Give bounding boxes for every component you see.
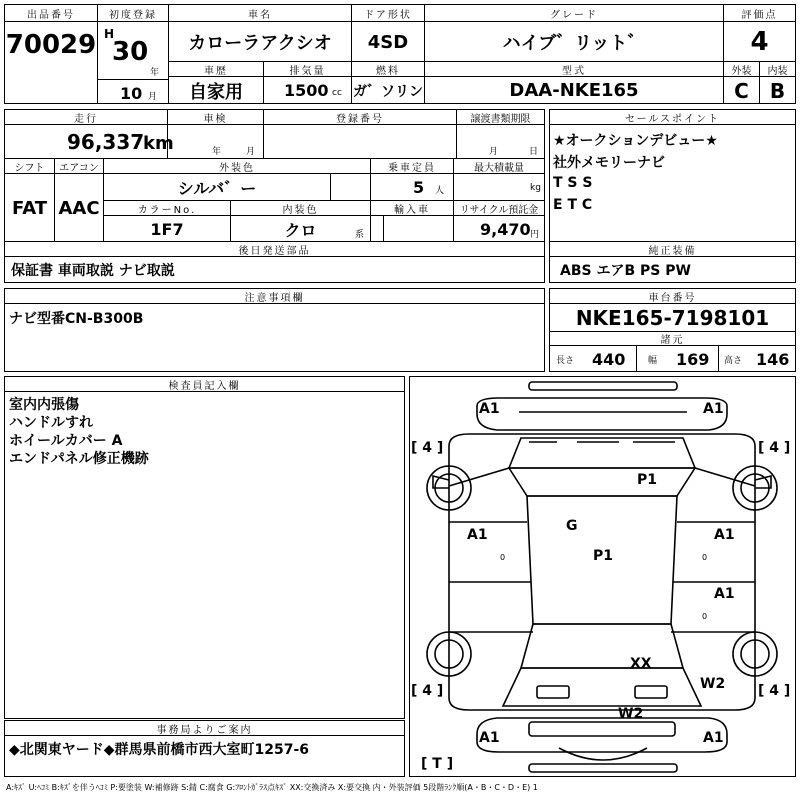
max-load-unit: kg [530,183,541,193]
capacity-unit: 人 [435,186,445,196]
int-color-unit: 系 [355,230,365,240]
notes-label: 注意事項欄 [5,289,544,304]
sales-item-3: T S S [553,175,593,191]
interior-grade: B [769,78,786,103]
car-name-label: 車名 [169,5,351,22]
aircon: AAC [58,197,100,219]
sales-item-4: E T C [553,197,593,213]
int-color: クロ [284,220,317,240]
width-label: 幅 [648,356,658,366]
diag-tire-rr: [ 4 ] [758,683,791,699]
shift: FAT [11,197,48,219]
inspection-cell [167,109,264,159]
inspector-line-3: ホイールカバー A [9,433,123,449]
grade: ハイブ゛リット゛ [502,33,646,54]
sales-item-1: ★オークションデビュー★ [553,133,718,149]
transfer-day-unit: 日 [529,147,539,157]
import-cell [370,200,454,242]
inspection-month-unit: 月 [246,147,256,157]
inspection-year-unit: 年 [212,147,222,157]
office: ◆北関東ヤード◆群馬県前橋市西大室町1257-6 [9,742,310,758]
color-no-cell [103,200,231,242]
reg-year-unit: 年 [150,68,160,78]
lot-number-label: 出品番号 [5,5,97,22]
recycle: 9,470 [480,219,531,239]
exterior-label: 外装 [724,62,759,77]
diag-tick-rr: 0 [702,612,708,621]
import-label: 輸入車 [371,201,453,216]
first-registration-cell [97,4,169,104]
shift-label: シフト [5,159,54,174]
height: 146 [756,349,790,369]
max-load-label: 最大積載量 [454,159,544,174]
diag-front-right: A1 [703,401,724,417]
interior-label: 内装 [760,62,795,77]
diag-hood: P1 [637,472,658,488]
capacity-label: 乗車定員 [371,159,453,174]
exterior-cell [723,61,760,104]
aircon-label: エアコン [55,159,103,174]
history-label: 車歴 [169,62,263,77]
office-label: 事務局よりご案内 [5,721,404,736]
reg-year: 30 [112,37,149,67]
recycle-label: リサイクル預託金 [454,201,544,216]
history: 自家用 [189,81,243,103]
fuel: ガ゛ソリン [353,83,423,100]
car-name: カローラアクシオ [188,33,332,54]
reg-number-cell [263,109,457,159]
mileage-cell [4,109,174,159]
displacement-cell [263,61,352,104]
reg-month: 10 [120,83,143,103]
lot-number: 70029 [5,30,97,60]
length: 440 [592,349,626,369]
inspection-label: 車検 [168,110,263,125]
model-label: 型式 [425,62,723,77]
diag-rear-left: A1 [479,730,500,746]
notes: ナビ型番CN-B300B [9,311,144,327]
reg-number-label: 登録番号 [264,110,456,125]
color-no: 1F7 [150,219,184,239]
equipment: ABS エアB PS PW [560,263,691,279]
score-cell [723,4,796,62]
inspector-line-2: ハンドルすれ [9,415,93,431]
diag-tire-fr: [ 4 ] [758,440,791,456]
recycle-unit: 円 [530,230,540,240]
diag-tire-rl: [ 4 ] [411,683,444,699]
diag-right-door: A1 [714,527,735,543]
mileage: 96,337 [67,130,145,154]
fuel-cell [351,61,425,104]
ext-color-cell [103,158,371,201]
sales-point-label: セールスポイント [550,110,795,125]
door-type: 4SD [367,31,409,53]
lot-number-cell [4,4,98,104]
color-no-label: カラーNo. [104,201,230,216]
door-cell [351,4,425,62]
length-label: 長さ [556,356,575,366]
equipment-label: 純正装備 [550,242,795,257]
score: 4 [750,27,769,57]
car-diagram [409,376,796,777]
model-cell [424,61,724,104]
diag-trunk: XX [630,656,652,672]
displacement-label: 排気量 [264,62,351,77]
height-label: 高さ [724,356,743,366]
width: 169 [676,349,710,369]
displacement-unit: cc [332,88,342,98]
max-load-cell [453,158,545,201]
displacement: 1500 [284,81,329,100]
sales-item-2: 社外メモリーナビ [553,155,665,171]
later-parts-cell [4,241,545,283]
diag-roof: P1 [593,548,614,564]
diag-tick-left: 0 [500,553,506,562]
diag-right-rear: A1 [714,586,735,602]
transfer-label: 譲渡書類期限 [457,110,544,125]
diag-spare: [ T ] [421,756,454,772]
exterior-grade: C [734,78,749,103]
diag-left-door: A1 [467,527,488,543]
dims-label: 諸元 [550,332,795,346]
grade-cell [424,4,724,62]
mileage-unit: km [143,132,174,154]
diag-w2-right: W2 [700,676,726,692]
diag-front-left: A1 [479,401,500,417]
later-parts: 保証書 車両取説 ナビ取説 [11,263,175,279]
interior-cell [759,61,796,104]
ext-color-label: 外装色 [104,159,370,174]
grade-label: グレード [425,5,723,22]
later-parts-label: 後日発送部品 [5,242,544,257]
transfer-cell [456,109,545,159]
diag-glass: G [566,518,578,534]
reg-month-unit: 月 [148,92,158,102]
int-color-label: 内装色 [231,201,370,216]
inspector-label: 検査員記入欄 [5,377,404,392]
fuel-label: 燃料 [352,62,424,77]
diag-tire-fl: [ 4 ] [411,440,444,456]
mileage-label: 走行 [5,110,167,125]
transfer-month-unit: 月 [489,147,499,157]
capacity-cell [370,158,454,201]
chassis-label: 車台番号 [550,289,795,304]
shift-cell [4,158,55,242]
door-label: ドア形状 [352,5,424,22]
int-color-cell [230,200,371,242]
diag-tick-right: 0 [702,553,708,562]
score-label: 評価点 [724,5,795,22]
capacity: 5 [413,178,425,197]
car-name-cell [168,4,352,62]
inspector-line-1: 室内内張傷 [9,397,79,413]
diag-rear-right: A1 [703,730,724,746]
model: DAA-NKE165 [509,80,639,101]
chassis-number: NKE165-7198101 [575,306,770,330]
era: H [104,27,115,41]
inspector-line-4: エンドパネル修正機跡 [9,451,149,467]
ext-color: シルバ゛ー [177,179,257,198]
history-cell [168,61,264,104]
diag-w2-bottom: W2 [618,706,644,722]
first-registration-label: 初度登録 [98,5,168,22]
recycle-cell [453,200,545,242]
aircon-cell [54,158,104,242]
legend: A:ｷｽﾞ U:ﾍｺﾐ B:ｷｽﾞを伴うﾍｺﾐ P:要塗装 W:補修跡 S:錆 C:腐食 G:ﾌﾛﾝﾄｶﾞﾗｽ点ｷｽﾞ XX:交換済み X:要交換 内・外装評価 5段階ﾗﾝｸ順(A・B・C・D・E) 1 [6,783,538,792]
